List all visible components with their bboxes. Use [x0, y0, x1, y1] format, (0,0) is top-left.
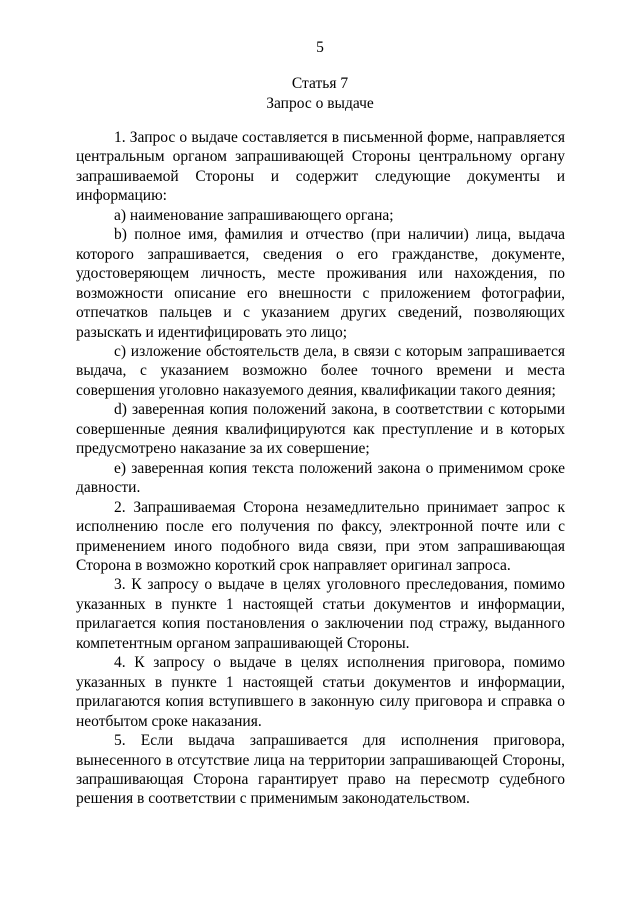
article-number: Статья 7 — [291, 75, 349, 92]
page-number: 5 — [316, 39, 324, 56]
paragraph-1c: c) изложение обстоятельств дела, в связи с которым запрашивается выдача, с указанием возможно более точного времени и места совершения уголовно наказуемого деяния, квалификации такого деяния; — [76, 342, 565, 399]
paragraph-3: 3. К запросу о выдаче в целях уголовного преследования, помимо указанных в пункте 1 настоящей статьи документов и информации, прилагается копия постановления о заключении под стражу, выданного компетентным органом запрашивающей Стороны. — [76, 576, 565, 652]
paragraph-1: 1. Запрос о выдаче составляется в письменной форме, направляется центральным органом запрашивающей Стороны центральному органу запрашиваемой Стороны и содержит следующие документы и информацию: — [76, 129, 565, 205]
paragraph-1b: b) полное имя, фамилия и отчество (при наличии) лица, выдача которого запрашивается, сведения о его гражданстве, документе, удостоверяющем личность, месте проживания или нахождения, по возможности описание его внешности с приложением фотографии, отпечатков пальцев и с указанием других сведений, позволяющих разыскать и идентифицировать это лицо; — [76, 226, 565, 341]
article-body — [76, 128, 565, 809]
paragraph-2: 2. Запрашиваемая Сторона незамедлительно принимает запрос к исполнению после его получения по факсу, электронной почте или с применением иного подобного вида связи, при этом запрашивающая Сторона в возможно короткий срок направляет оригинал запроса. — [76, 498, 565, 574]
paragraph-1a: a) наименование запрашивающего органа; — [114, 206, 394, 224]
paragraph-1e: e) заверенная копия текста положений закона о применимом сроке давности. — [76, 459, 565, 497]
article-heading — [0, 74, 640, 113]
paragraph-5: 5. Если выдача запрашивается для исполнения приговора, вынесенного в отсутствие лица на территории запрашивающей Стороны, запрашивающая Сторона гарантирует право на пересмотр судебного решения в соответствии с применимым законодательством. — [76, 732, 565, 808]
paragraph-4: 4. К запросу о выдаче в целях исполнения приговора, помимо указанных в пункте 1 настоящей статьи документов и информации, прилагаются копия вступившего в законную силу приговора и справка о неотбытом сроке наказания. — [76, 654, 565, 730]
article-title: Запрос о выдаче — [266, 94, 374, 112]
paragraph-1d: d) заверенная копия положений закона, в соответствии с которыми совершенные деяния квалифицируются как преступление и в которых предусмотрено наказание за их совершение; — [76, 401, 565, 458]
